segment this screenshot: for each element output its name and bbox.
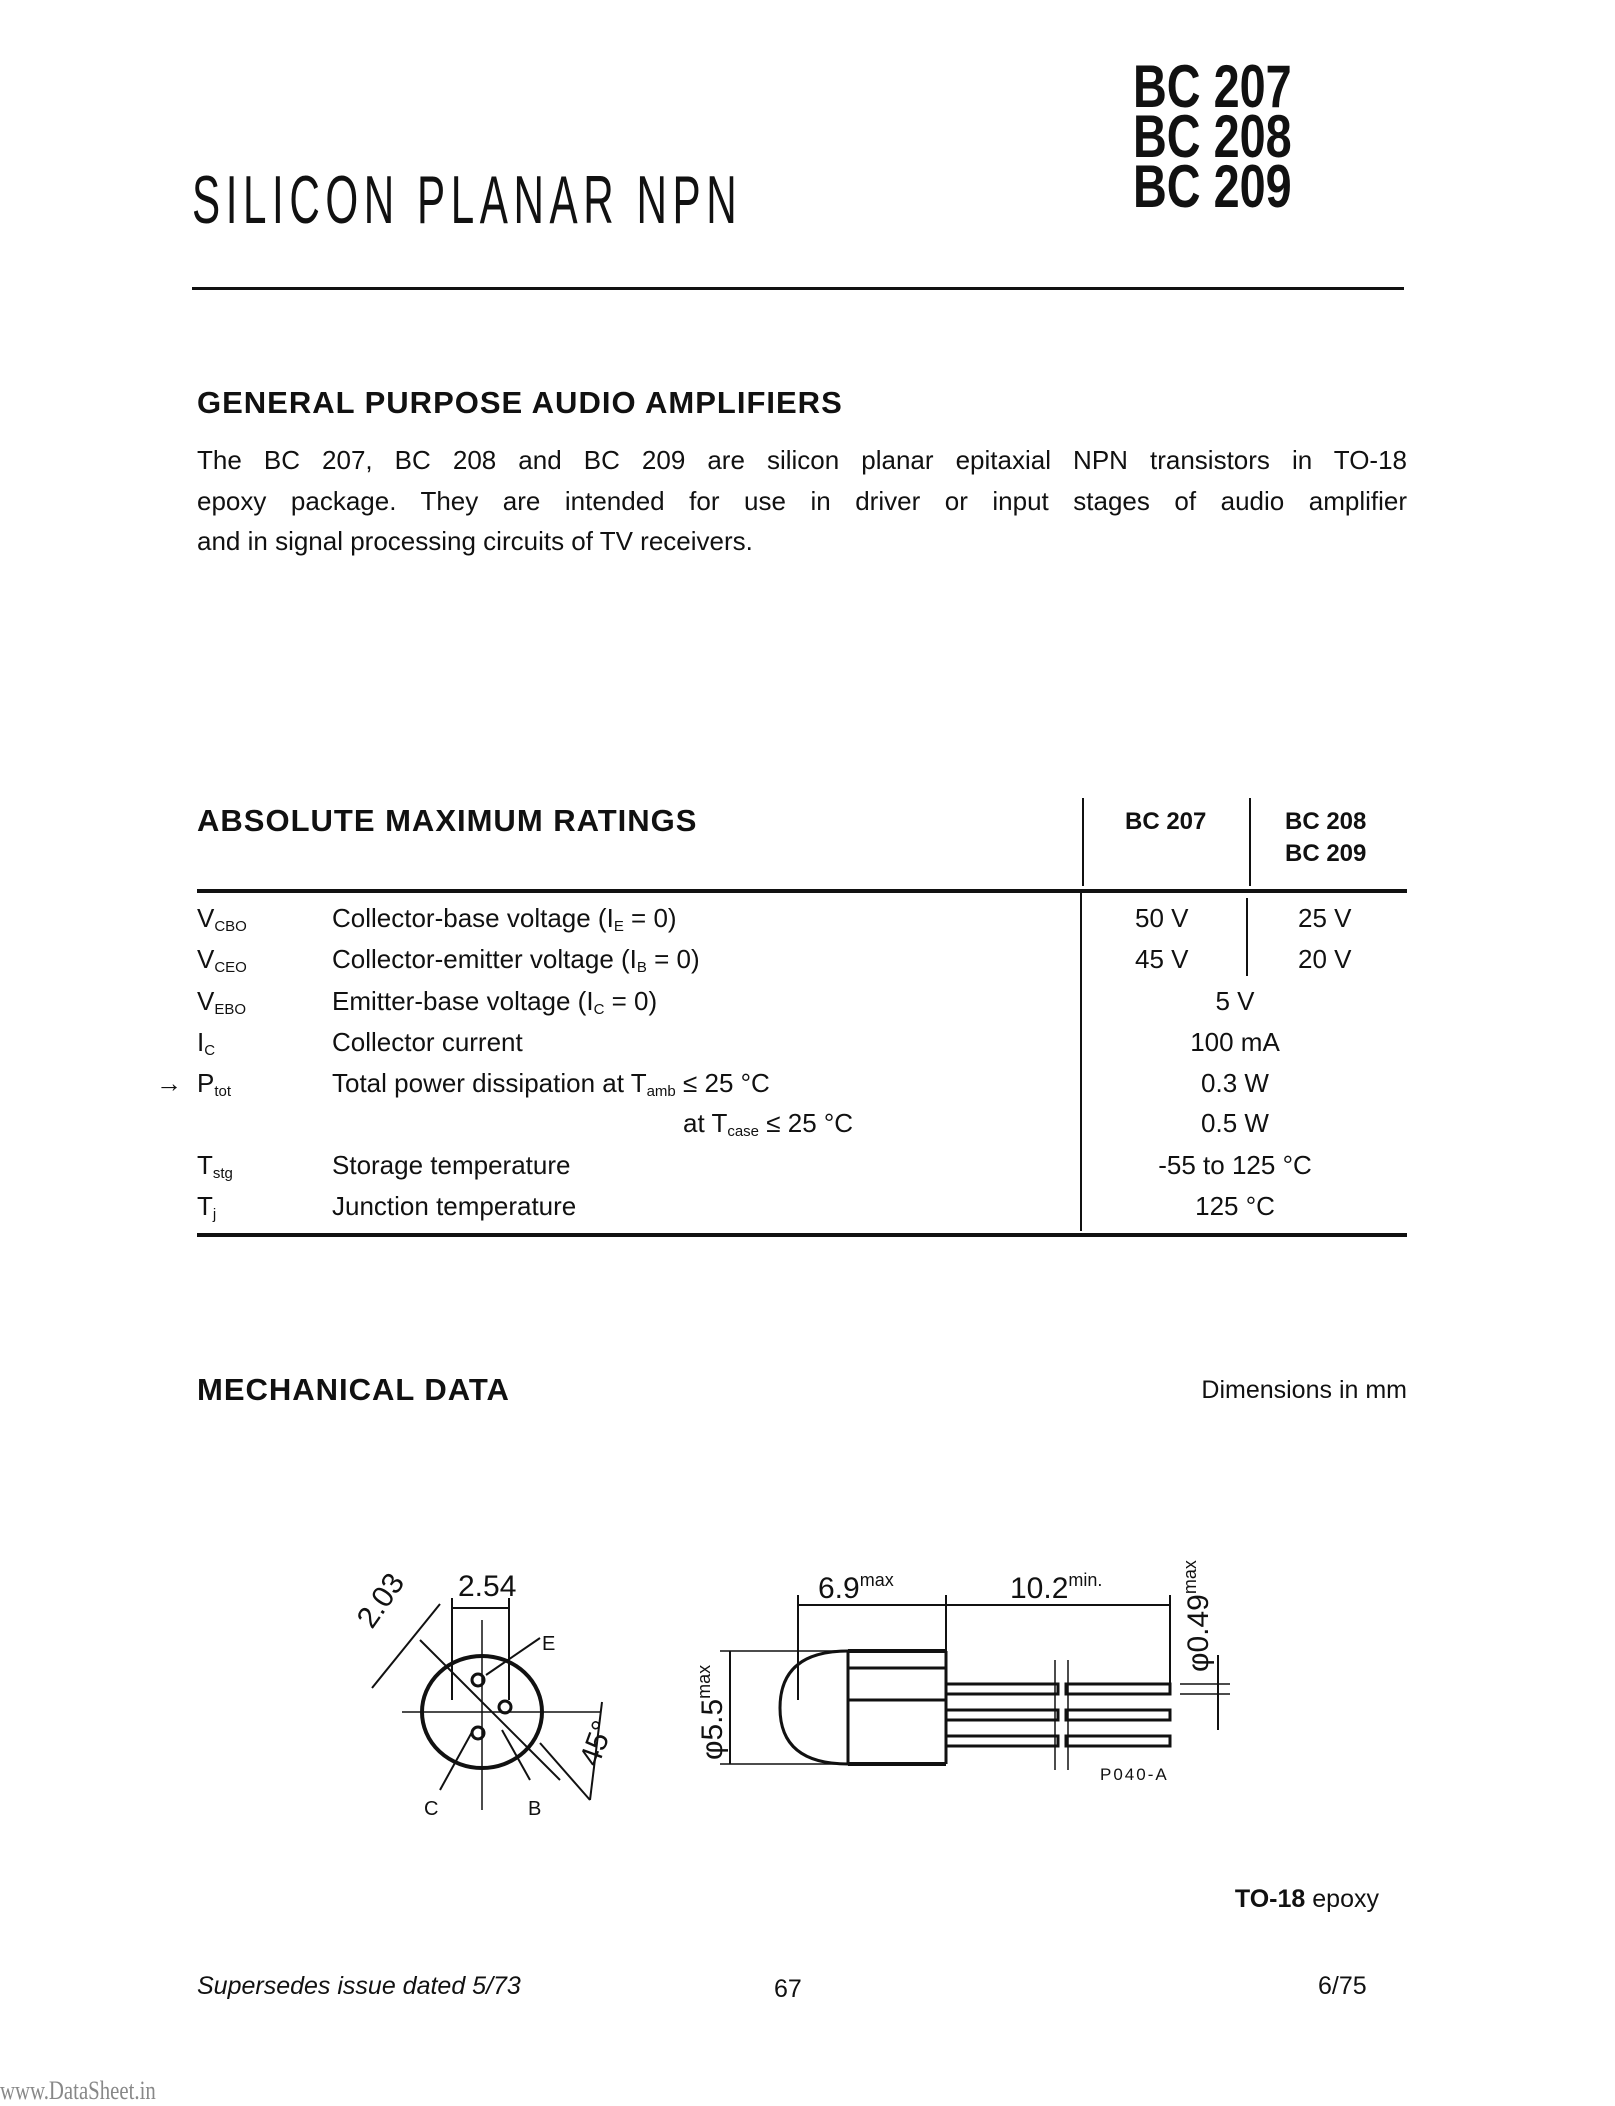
symbol-subscript: tot [214,1083,232,1100]
description: at T [683,1108,728,1138]
symbol-subscript: C [204,1042,216,1059]
symbol: V [197,903,215,933]
pin-c-label: C [424,1798,439,1820]
drawing-ref: P040-A [1100,1765,1169,1784]
package-type [1235,1887,1379,1912]
intro-line: epoxy package. They are intended for use in driver or input stages of audio amplifier [197,485,1407,516]
symbol-subscript: EBO [214,1001,247,1018]
description-tail: = 0) [604,986,658,1016]
description: Total power dissipation at T [332,1068,647,1098]
lead-diameter-label: $\varphi 0.49^{max}$ [1180,1560,1215,1672]
diameter-label: $\varphi 5.5^{max}$ [694,1664,729,1760]
pitch-label: 2.54 [458,1570,517,1603]
description-subscript: C [593,1001,605,1018]
description-tail: = 0) [646,944,700,974]
description-subscript: E [613,918,624,935]
description: Collector-base voltage (I [332,903,614,933]
description-subscript: B [636,959,647,976]
intro-line: and in signal processing circuits of TV receivers. [197,526,753,556]
symbol: V [197,944,215,974]
pin-e-label: E [542,1633,556,1655]
description-tail: ≤ 25 °C [675,1068,770,1098]
description: Collector current [332,1027,523,1057]
symbol: I [197,1027,205,1057]
description-subscript: case [727,1123,760,1140]
page-number: 67 [774,1975,802,2003]
value-all: -55 to 125 °C [1158,1150,1312,1180]
diag-label: 2.03 [350,1567,412,1635]
part-number: BC 207 [1133,53,1292,120]
intro-heading: GENERAL PURPOSE AUDIO AMPLIFIERS [197,385,843,420]
package-material: epoxy [1305,1885,1379,1913]
symbol: P [197,1068,215,1098]
description: Storage temperature [332,1150,571,1180]
symbol: V [197,986,215,1016]
supersedes-note: Supersedes issue dated 5/73 [197,1972,521,2000]
symbol-subscript: CEO [214,959,247,976]
value-bc207: 45 V [1135,944,1189,974]
col-bc207: BC 207 [1125,808,1207,835]
angle-label: 45° [573,1716,621,1771]
intro-line: The BC 207, BC 208 and BC 209 are silicon planar epitaxial NPN transistors in TO-18 [197,445,1407,475]
change-arrow: → [156,1068,182,1098]
value-bc208-209: 20 V [1298,944,1352,974]
lead-length-label: $10.2^{min.}$ [1010,1570,1103,1605]
symbol-subscript: stg [212,1165,233,1182]
value-all: 125 °C [1195,1191,1275,1221]
symbol-subscript: j [212,1206,217,1223]
issue-date: 6/75 [1318,1972,1367,2000]
description: Emitter-base voltage (I [332,986,594,1016]
value-all: 5 V [1215,986,1255,1016]
pin-b-label: B [528,1798,542,1820]
description-subscript: amb [646,1083,676,1100]
description: Collector-emitter voltage (I [332,944,637,974]
part-number: BC 209 [1133,153,1292,220]
symbol: T [197,1150,213,1180]
watermark: www.DataSheet.in [0,2076,156,2105]
description-tail: ≤ 25 °C [759,1108,854,1138]
document-title: SILICON PLANAR NPN [192,162,743,238]
description-tail: = 0) [623,903,677,933]
units-note: Dimensions in mm [1201,1376,1407,1404]
mechanical-heading: MECHANICAL DATA [197,1372,510,1407]
ratings-heading: ABSOLUTE MAXIMUM RATINGS [197,803,698,838]
symbol: T [197,1191,213,1221]
value-bc207: 50 V [1135,903,1189,933]
value-all: 100 mA [1190,1027,1280,1057]
value-all: 0.5 W [1201,1108,1269,1138]
description: Junction temperature [332,1191,577,1221]
part-number: BC 208 [1133,103,1292,170]
length-label: $6.9^{max}$ [818,1570,894,1605]
value-all: 0.3 W [1201,1068,1269,1098]
col-bc209: BC 209 [1285,840,1367,867]
package-name: TO-18 [1234,1885,1306,1913]
symbol-subscript: CBO [214,918,247,935]
value-bc208-209: 25 V [1298,903,1352,933]
col-bc208: BC 208 [1285,808,1367,835]
